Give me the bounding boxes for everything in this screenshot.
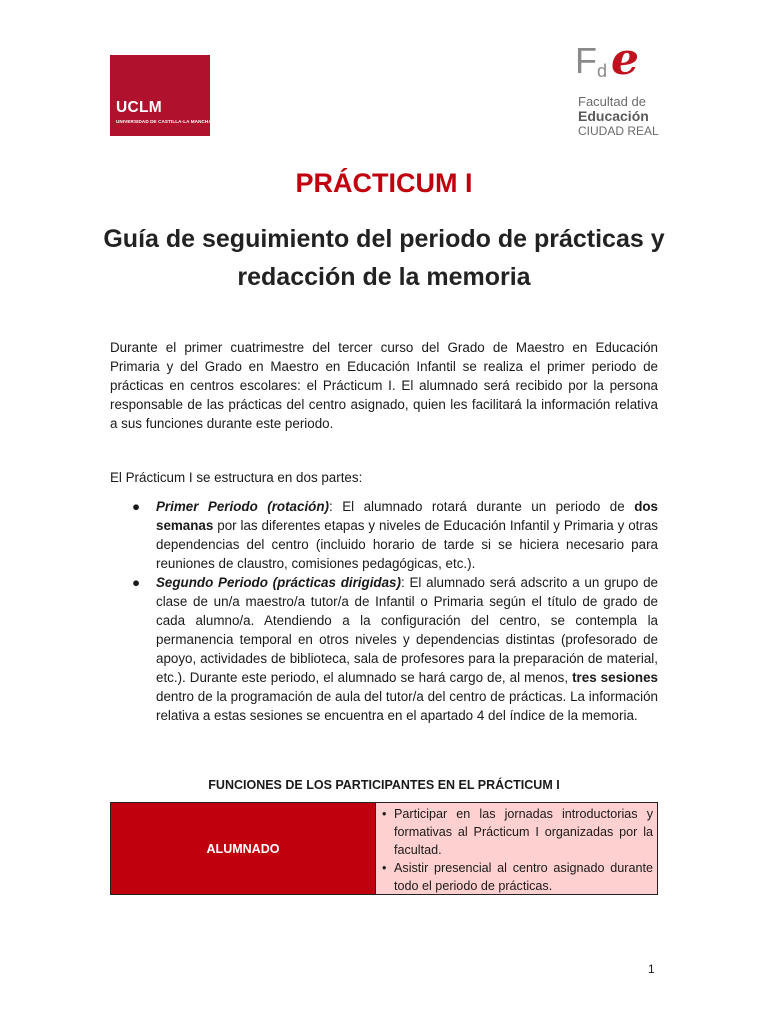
bullet-icon: ● bbox=[132, 575, 141, 590]
bullet-icon: • bbox=[382, 861, 387, 875]
uclm-logo bbox=[110, 55, 210, 136]
bullet-lead: Primer Periodo (rotación) bbox=[156, 499, 329, 514]
bullet-text: : El alumnado rotará durante un periodo de bbox=[329, 499, 635, 514]
fde-logo-letter-e: e bbox=[611, 34, 639, 85]
role-cell: ALUMNADO bbox=[111, 803, 376, 894]
role-functions-list bbox=[376, 803, 657, 894]
functions-heading: FUNCIONES DE LOS PARTICIPANTES EN EL PRÁCTICUM I bbox=[208, 778, 560, 792]
structure-intro: El Prácticum I se estructura en dos partes: bbox=[110, 470, 363, 485]
bullet-text: : El alumnado será adscrito a un grupo de clase de un/a maestro/a tutor/a de Infantil o Primaria según el título de grado de cada alumno/a. Atendiendo a la configuración del centro, se contempla la permanencia temporal en otros niveles y dependencias distintas (profesorado de apoyo, actividades de biblioteca, sala de profesores para la preparación de material, etc.). Durante este periodo, el alumnado se hará cargo de, al menos, bbox=[156, 575, 658, 685]
list-item bbox=[382, 859, 653, 895]
bullet-lead: Segundo Periodo (prácticas dirigidas) bbox=[156, 575, 401, 590]
function-text: Asistir presencial al centro asignado durante todo el periodo de prácticas. bbox=[394, 861, 653, 893]
fde-logo bbox=[575, 34, 665, 140]
uclm-logo-subtext: UNIVERSIDAD DE CASTILLA-LA MANCHA bbox=[116, 119, 212, 124]
document-title: PRÁCTICUM I bbox=[295, 168, 473, 198]
list-item bbox=[110, 497, 658, 573]
fde-logo-letter-d: d bbox=[597, 61, 608, 81]
bullet-text: por las diferentes etapas y niveles de Educación Infantil y Primaria y otras dependencias del centro (incluido horario de tarde si se hiciera necesario para reuniones de claustro, comisiones pedagógicas, etc.). bbox=[156, 518, 658, 571]
fde-logo-letter-f: F bbox=[575, 40, 597, 81]
intro-paragraph: Durante el primer cuatrimestre del tercer curso del Grado de Maestro en Educación Primaria y del Grado en Maestro en Educación Infantil se realiza el primer periodo de prácticas en centros escolares: el Prácticum I. El alumnado será recibido por la persona responsable de las prácticas del centro asignado, quien les facilitará la información relativa a sus funciones durante este periodo. bbox=[110, 340, 658, 431]
bullet-bold: dos semanas bbox=[156, 499, 658, 533]
uclm-logo-text: UCLM bbox=[116, 99, 162, 116]
functions-table bbox=[110, 802, 658, 895]
bullet-icon: • bbox=[382, 807, 387, 821]
page-number: 1 bbox=[648, 962, 655, 976]
list-item bbox=[110, 573, 658, 725]
fde-logo-line3: CIUDAD REAL bbox=[578, 124, 659, 138]
function-text: Participar en las jornadas introductorias y formativas al Prácticum I organizadas por la facultad. bbox=[394, 807, 653, 857]
bullet-bold: tres sesiones bbox=[572, 670, 658, 685]
fde-logo-line2: Educación bbox=[578, 108, 649, 124]
list-item bbox=[382, 805, 653, 859]
fde-logo-line1: Facultad de bbox=[578, 94, 646, 109]
document-subtitle: Guía de seguimiento del periodo de prácticas y redacción de la memoria bbox=[103, 225, 665, 291]
bullet-icon: ● bbox=[132, 499, 141, 514]
bullet-text: dentro de la programación de aula del tutor/a del centro de prácticas. La información relativa a estas sesiones se encuentra en el apartado 4 del índice de la memoria. bbox=[156, 689, 658, 723]
structure-bullet-list bbox=[110, 497, 658, 725]
fde-logo-fd bbox=[575, 40, 607, 82]
